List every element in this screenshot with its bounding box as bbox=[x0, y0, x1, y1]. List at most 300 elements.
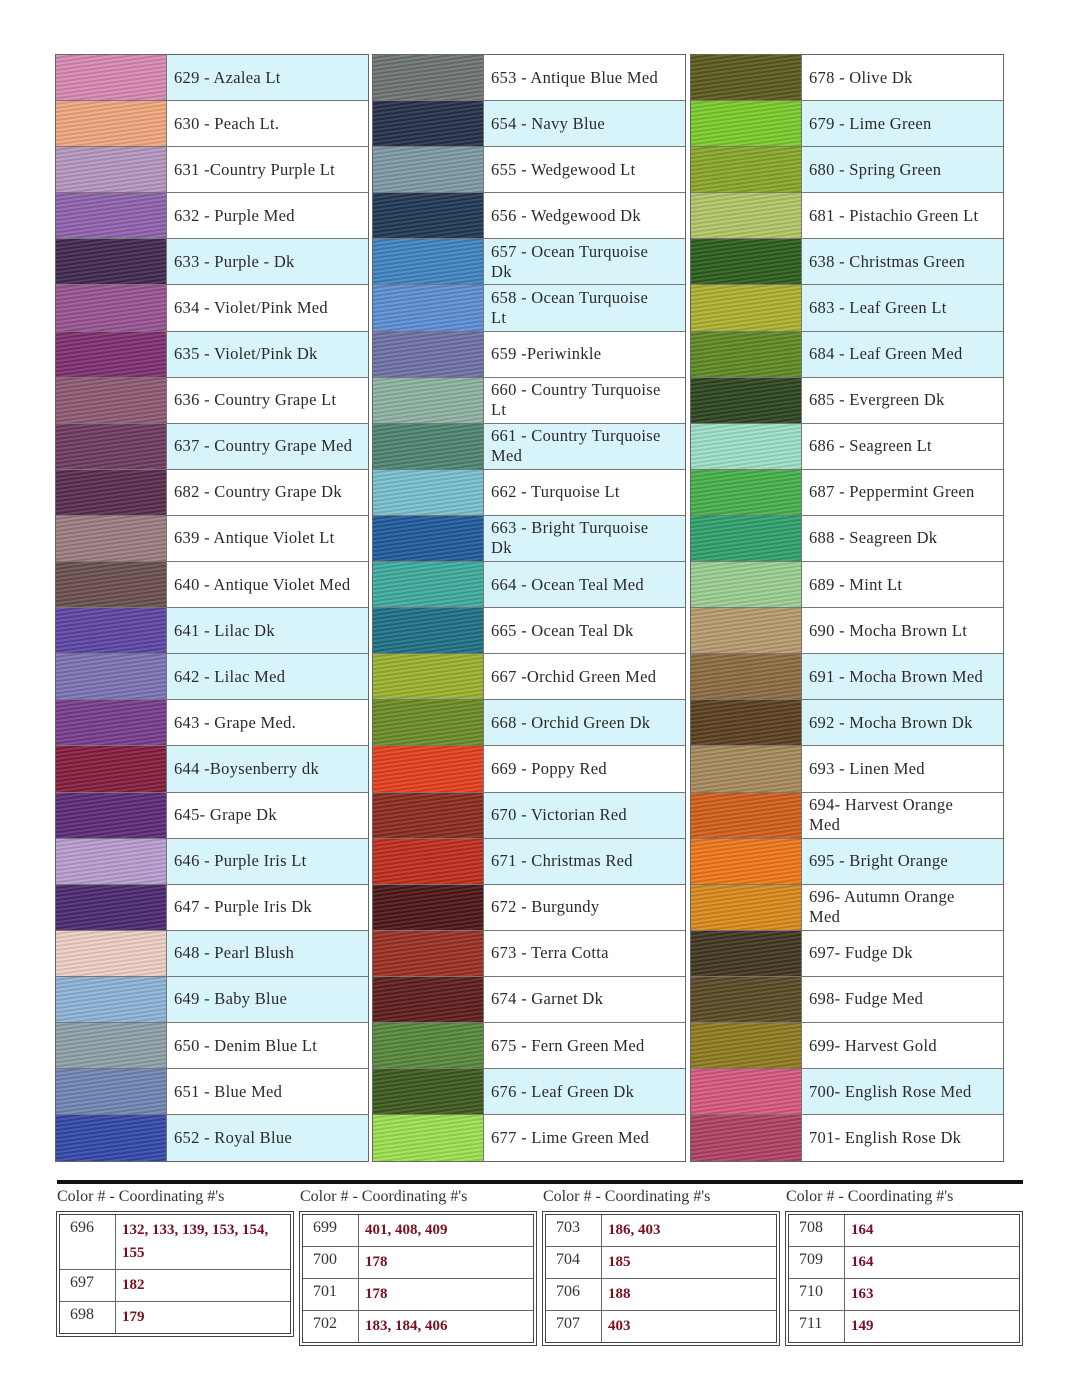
color-label-text: 680 - Spring Green bbox=[809, 159, 942, 179]
color-label-text: 700- English Rose Med bbox=[809, 1081, 972, 1101]
color-number: 703 bbox=[546, 1215, 602, 1246]
color-row bbox=[56, 654, 368, 700]
thread-swatch bbox=[56, 1023, 167, 1068]
thread-swatch bbox=[56, 931, 167, 976]
color-label-text: 678 - Olive Dk bbox=[809, 67, 913, 87]
coordinating-header: Color # - Coordinating #'s bbox=[57, 1188, 225, 1205]
color-label bbox=[484, 793, 685, 838]
coordinating-grid bbox=[302, 1214, 534, 1343]
thread-swatch bbox=[373, 608, 484, 653]
color-label-text: 664 - Ocean Teal Med bbox=[491, 574, 644, 594]
color-label-text: 670 - Victorian Red bbox=[491, 805, 627, 825]
color-label bbox=[802, 931, 1003, 976]
color-label bbox=[484, 654, 685, 699]
color-row bbox=[691, 332, 1003, 378]
color-row bbox=[56, 977, 368, 1023]
color-label-text: 686 - Seagreen Lt bbox=[809, 436, 932, 456]
color-label bbox=[167, 1023, 368, 1068]
color-row bbox=[373, 516, 685, 562]
color-label-text: 641 - Lilac Dk bbox=[174, 620, 275, 640]
color-label-text: 638 - Christmas Green bbox=[809, 251, 966, 271]
color-label bbox=[167, 608, 368, 653]
thread-swatch bbox=[691, 55, 802, 100]
thread-swatch bbox=[373, 516, 484, 561]
color-row bbox=[373, 101, 685, 147]
thread-swatch bbox=[56, 793, 167, 838]
color-row bbox=[691, 793, 1003, 839]
color-row bbox=[373, 193, 685, 239]
thread-swatch bbox=[691, 101, 802, 146]
color-row bbox=[56, 424, 368, 470]
thread-swatch bbox=[373, 1023, 484, 1068]
color-label bbox=[802, 285, 1003, 330]
color-label bbox=[484, 562, 685, 607]
color-row bbox=[56, 562, 368, 608]
color-row bbox=[373, 1023, 685, 1069]
coordinating-numbers: 163 bbox=[851, 1286, 874, 1302]
color-label-text: 679 - Lime Green bbox=[809, 113, 932, 133]
color-row bbox=[56, 239, 368, 285]
thread-swatch bbox=[373, 746, 484, 791]
table-row bbox=[789, 1247, 1019, 1279]
color-label bbox=[167, 239, 368, 284]
thread-swatch bbox=[56, 654, 167, 699]
color-row bbox=[373, 55, 685, 101]
color-label-text: 684 - Leaf Green Med bbox=[809, 344, 963, 364]
color-label-text: 669 - Poppy Red bbox=[491, 758, 607, 778]
color-label bbox=[802, 793, 1003, 838]
thread-swatch bbox=[691, 1023, 802, 1068]
color-row bbox=[691, 608, 1003, 654]
thread-swatch bbox=[56, 378, 167, 423]
thread-swatch bbox=[373, 977, 484, 1022]
color-label-text: 634 - Violet/Pink Med bbox=[174, 298, 328, 318]
color-label bbox=[802, 424, 1003, 469]
thread-swatch bbox=[373, 654, 484, 699]
color-label-text: 648 - Pearl Blush bbox=[174, 943, 295, 963]
coordinating-numbers: 188 bbox=[608, 1286, 631, 1302]
table-row bbox=[546, 1247, 776, 1279]
color-label bbox=[802, 977, 1003, 1022]
color-row bbox=[691, 239, 1003, 285]
color-row bbox=[691, 378, 1003, 424]
color-label bbox=[484, 424, 685, 469]
coordinating-numbers: 164 bbox=[851, 1222, 874, 1238]
table-row bbox=[546, 1215, 776, 1247]
coordinating-grid bbox=[545, 1214, 777, 1343]
coordinating-table-2 bbox=[300, 1188, 536, 1343]
thread-swatch bbox=[373, 378, 484, 423]
thread-swatch bbox=[373, 885, 484, 930]
color-label-text: 645- Grape Dk bbox=[174, 805, 277, 825]
color-label-text: 668 - Orchid Green Dk bbox=[491, 712, 651, 732]
color-label bbox=[802, 839, 1003, 884]
thread-swatch bbox=[56, 239, 167, 284]
color-label bbox=[802, 55, 1003, 100]
color-number: 711 bbox=[789, 1311, 845, 1342]
color-label bbox=[484, 885, 685, 930]
color-label bbox=[167, 977, 368, 1022]
color-label bbox=[484, 839, 685, 884]
thread-swatch bbox=[373, 793, 484, 838]
thread-swatch bbox=[56, 1069, 167, 1114]
color-row bbox=[56, 931, 368, 977]
color-row bbox=[56, 101, 368, 147]
color-label bbox=[167, 1115, 368, 1161]
color-label bbox=[802, 885, 1003, 930]
color-label bbox=[167, 931, 368, 976]
color-row bbox=[56, 793, 368, 839]
color-row bbox=[56, 470, 368, 516]
color-label bbox=[802, 746, 1003, 791]
table-row bbox=[546, 1311, 776, 1342]
color-label bbox=[484, 1069, 685, 1114]
table-row bbox=[60, 1215, 290, 1270]
color-label-text: 672 - Burgundy bbox=[491, 897, 600, 917]
color-label bbox=[802, 332, 1003, 377]
color-number: 709 bbox=[789, 1247, 845, 1278]
color-row bbox=[373, 746, 685, 792]
color-number: 701 bbox=[303, 1279, 359, 1310]
color-label-text: 692 - Mocha Brown Dk bbox=[809, 712, 973, 732]
thread-swatch bbox=[56, 1115, 167, 1161]
color-label bbox=[484, 332, 685, 377]
color-row bbox=[691, 101, 1003, 147]
color-row bbox=[691, 470, 1003, 516]
color-number: 704 bbox=[546, 1247, 602, 1278]
coordinating-numbers: 401, 408, 409 bbox=[365, 1222, 448, 1238]
color-label bbox=[484, 378, 685, 423]
color-label bbox=[484, 470, 685, 515]
color-row bbox=[691, 424, 1003, 470]
color-label-text: 665 - Ocean Teal Dk bbox=[491, 620, 634, 640]
thread-swatch bbox=[691, 977, 802, 1022]
coordinating-numbers: 178 bbox=[365, 1254, 388, 1270]
color-label bbox=[802, 608, 1003, 653]
thread-swatch bbox=[56, 700, 167, 745]
coordinating-numbers: 185 bbox=[608, 1254, 631, 1270]
coordinating-numbers: 179 bbox=[122, 1309, 145, 1325]
thread-swatch bbox=[56, 746, 167, 791]
color-row bbox=[373, 378, 685, 424]
thread-swatch bbox=[691, 424, 802, 469]
thread-swatch bbox=[691, 931, 802, 976]
color-label bbox=[802, 516, 1003, 561]
coordinating-grid bbox=[59, 1214, 291, 1334]
color-label-text: 640 - Antique Violet Med bbox=[174, 574, 351, 594]
color-row bbox=[373, 1115, 685, 1161]
color-label-text: 682 - Country Grape Dk bbox=[174, 482, 342, 502]
color-label-text: 675 - Fern Green Med bbox=[491, 1035, 645, 1055]
thread-swatch bbox=[56, 977, 167, 1022]
color-label-text: 677 - Lime Green Med bbox=[491, 1128, 650, 1148]
table-row bbox=[789, 1279, 1019, 1311]
table-row bbox=[303, 1311, 533, 1342]
color-label bbox=[484, 746, 685, 791]
color-label-text: 659 -Periwinkle bbox=[491, 344, 602, 364]
color-label bbox=[802, 239, 1003, 284]
color-number: 708 bbox=[789, 1215, 845, 1246]
coordinating-table-4 bbox=[786, 1188, 1022, 1343]
color-row bbox=[56, 1069, 368, 1115]
thread-swatch bbox=[56, 470, 167, 515]
color-label bbox=[484, 1115, 685, 1161]
color-label bbox=[484, 608, 685, 653]
color-label-text: 696- Autumn Orange Med bbox=[809, 887, 955, 927]
thread-swatch bbox=[373, 470, 484, 515]
color-label-text: 656 - Wedgewood Dk bbox=[491, 205, 641, 225]
color-label-text: 660 - Country Turquoise Lt bbox=[491, 380, 661, 420]
color-label bbox=[167, 562, 368, 607]
thread-swatch bbox=[691, 516, 802, 561]
color-row bbox=[56, 55, 368, 101]
coordinating-numbers: 182 bbox=[122, 1277, 145, 1293]
color-label bbox=[484, 101, 685, 146]
color-row bbox=[373, 608, 685, 654]
color-label-text: 683 - Leaf Green Lt bbox=[809, 298, 947, 318]
table-row bbox=[60, 1302, 290, 1333]
color-number: 699 bbox=[303, 1215, 359, 1246]
color-label-text: 697- Fudge Dk bbox=[809, 943, 913, 963]
color-label-text: 653 - Antique Blue Med bbox=[491, 67, 658, 87]
thread-swatch bbox=[691, 885, 802, 930]
color-row bbox=[56, 378, 368, 424]
color-label-text: 630 - Peach Lt. bbox=[174, 113, 280, 133]
color-label bbox=[484, 285, 685, 330]
color-label-text: 663 - Bright Turquoise Dk bbox=[491, 518, 649, 558]
color-label-text: 671 - Christmas Red bbox=[491, 851, 633, 871]
color-label-text: 636 - Country Grape Lt bbox=[174, 390, 337, 410]
color-row bbox=[56, 285, 368, 331]
color-label bbox=[167, 424, 368, 469]
thread-swatch bbox=[56, 285, 167, 330]
color-row bbox=[56, 516, 368, 562]
thread-swatch bbox=[373, 101, 484, 146]
color-row bbox=[373, 700, 685, 746]
thread-swatch bbox=[56, 608, 167, 653]
color-label-text: 637 - Country Grape Med bbox=[174, 436, 353, 456]
color-label-text: 633 - Purple - Dk bbox=[174, 251, 295, 271]
color-row bbox=[691, 885, 1003, 931]
color-label bbox=[167, 101, 368, 146]
color-row bbox=[56, 1115, 368, 1161]
thread-swatch bbox=[691, 332, 802, 377]
color-row bbox=[691, 147, 1003, 193]
thread-swatch bbox=[691, 470, 802, 515]
color-label-text: 667 -Orchid Green Med bbox=[491, 666, 657, 686]
table-row bbox=[789, 1311, 1019, 1342]
color-row bbox=[691, 193, 1003, 239]
color-row bbox=[56, 1023, 368, 1069]
color-label bbox=[167, 700, 368, 745]
color-label bbox=[484, 55, 685, 100]
section-divider bbox=[57, 1180, 1023, 1184]
thread-swatch bbox=[691, 1069, 802, 1114]
thread-swatch bbox=[56, 101, 167, 146]
coordinating-numbers: 178 bbox=[365, 1286, 388, 1302]
table-row bbox=[303, 1279, 533, 1311]
color-label bbox=[484, 977, 685, 1022]
color-label-text: 629 - Azalea Lt bbox=[174, 67, 281, 87]
color-row bbox=[691, 55, 1003, 101]
color-label-text: 650 - Denim Blue Lt bbox=[174, 1035, 318, 1055]
color-number: 710 bbox=[789, 1279, 845, 1310]
color-label bbox=[167, 193, 368, 238]
color-row bbox=[373, 147, 685, 193]
color-label bbox=[167, 147, 368, 192]
thread-swatch bbox=[691, 608, 802, 653]
color-label-text: 647 - Purple Iris Dk bbox=[174, 897, 312, 917]
color-label bbox=[484, 239, 685, 284]
coordinating-numbers: 164 bbox=[851, 1254, 874, 1270]
color-label-text: 701- English Rose Dk bbox=[809, 1128, 962, 1148]
color-row bbox=[56, 746, 368, 792]
color-label bbox=[802, 1069, 1003, 1114]
color-row bbox=[373, 654, 685, 700]
thread-swatch bbox=[373, 931, 484, 976]
color-row bbox=[373, 470, 685, 516]
table-row bbox=[303, 1247, 533, 1279]
color-row bbox=[56, 193, 368, 239]
color-label bbox=[802, 654, 1003, 699]
color-row bbox=[691, 977, 1003, 1023]
color-label bbox=[167, 55, 368, 100]
color-label bbox=[167, 839, 368, 884]
color-row bbox=[691, 1023, 1003, 1069]
color-row bbox=[691, 654, 1003, 700]
coordinating-grid bbox=[788, 1214, 1020, 1343]
color-label bbox=[802, 193, 1003, 238]
thread-swatch bbox=[56, 193, 167, 238]
color-label bbox=[802, 1115, 1003, 1161]
color-label bbox=[802, 470, 1003, 515]
color-label-text: 689 - Mint Lt bbox=[809, 574, 903, 594]
thread-swatch bbox=[691, 839, 802, 884]
color-label bbox=[167, 1069, 368, 1114]
color-row bbox=[373, 977, 685, 1023]
color-row bbox=[373, 332, 685, 378]
color-label-text: 649 - Baby Blue bbox=[174, 989, 288, 1009]
color-number: 696 bbox=[60, 1215, 116, 1269]
color-label-text: 673 - Terra Cotta bbox=[491, 943, 609, 963]
color-label bbox=[802, 700, 1003, 745]
color-label bbox=[167, 516, 368, 561]
thread-swatch bbox=[691, 793, 802, 838]
thread-swatch bbox=[373, 193, 484, 238]
color-row bbox=[56, 608, 368, 654]
coordinating-table-1 bbox=[57, 1188, 293, 1334]
color-label-text: 681 - Pistachio Green Lt bbox=[809, 205, 979, 225]
color-label-text: 674 - Garnet Dk bbox=[491, 989, 604, 1009]
color-label-text: 693 - Linen Med bbox=[809, 758, 925, 778]
thread-swatch bbox=[373, 147, 484, 192]
thread-swatch bbox=[373, 239, 484, 284]
coordinating-header: Color # - Coordinating #'s bbox=[543, 1188, 711, 1205]
thread-swatch bbox=[56, 424, 167, 469]
color-label bbox=[167, 332, 368, 377]
color-label bbox=[167, 793, 368, 838]
color-label-text: 639 - Antique Violet Lt bbox=[174, 528, 335, 548]
color-number: 697 bbox=[60, 1270, 116, 1301]
color-number: 700 bbox=[303, 1247, 359, 1278]
thread-swatch bbox=[56, 885, 167, 930]
color-row bbox=[373, 885, 685, 931]
coordinating-header: Color # - Coordinating #'s bbox=[300, 1188, 468, 1205]
color-column-2 bbox=[372, 54, 686, 1162]
color-label-text: 661 - Country Turquoise Med bbox=[491, 426, 661, 466]
thread-swatch bbox=[691, 654, 802, 699]
color-row bbox=[56, 700, 368, 746]
color-label bbox=[484, 700, 685, 745]
color-label-text: 643 - Grape Med. bbox=[174, 712, 297, 732]
thread-swatch bbox=[373, 332, 484, 377]
color-number: 698 bbox=[60, 1302, 116, 1333]
color-row bbox=[373, 239, 685, 285]
color-row bbox=[56, 839, 368, 885]
thread-swatch bbox=[373, 1115, 484, 1161]
color-row bbox=[691, 285, 1003, 331]
color-label bbox=[802, 147, 1003, 192]
thread-swatch bbox=[56, 55, 167, 100]
thread-swatch bbox=[373, 562, 484, 607]
color-label bbox=[167, 378, 368, 423]
color-label bbox=[484, 1023, 685, 1068]
coordinating-table-3 bbox=[543, 1188, 779, 1343]
color-label-text: 695 - Bright Orange bbox=[809, 851, 949, 871]
thread-swatch bbox=[56, 332, 167, 377]
coordinating-numbers: 186, 403 bbox=[608, 1222, 661, 1238]
color-label bbox=[484, 516, 685, 561]
color-row bbox=[56, 885, 368, 931]
color-label-text: 685 - Evergreen Dk bbox=[809, 390, 945, 410]
color-label bbox=[802, 101, 1003, 146]
color-row bbox=[691, 931, 1003, 977]
color-row bbox=[691, 516, 1003, 562]
thread-swatch bbox=[691, 193, 802, 238]
color-row bbox=[56, 147, 368, 193]
color-row bbox=[691, 1069, 1003, 1115]
color-row bbox=[56, 332, 368, 378]
thread-swatch bbox=[56, 839, 167, 884]
color-column-1 bbox=[55, 54, 369, 1162]
color-label-text: 688 - Seagreen Dk bbox=[809, 528, 938, 548]
coordinating-header: Color # - Coordinating #'s bbox=[786, 1188, 954, 1205]
thread-swatch bbox=[691, 746, 802, 791]
table-row bbox=[546, 1279, 776, 1311]
coordinating-numbers: 149 bbox=[851, 1318, 874, 1334]
color-label-text: 694- Harvest Orange Med bbox=[809, 795, 954, 835]
thread-swatch bbox=[373, 700, 484, 745]
thread-swatch bbox=[691, 1115, 802, 1161]
color-column-3 bbox=[690, 54, 1004, 1162]
thread-swatch bbox=[373, 1069, 484, 1114]
color-label bbox=[484, 193, 685, 238]
color-number: 706 bbox=[546, 1279, 602, 1310]
color-label-text: 652 - Royal Blue bbox=[174, 1128, 292, 1148]
color-label-text: 635 - Violet/Pink Dk bbox=[174, 344, 318, 364]
color-row bbox=[373, 1069, 685, 1115]
coordinating-numbers: 183, 184, 406 bbox=[365, 1318, 448, 1334]
thread-swatch bbox=[691, 239, 802, 284]
color-label bbox=[802, 378, 1003, 423]
color-label bbox=[484, 147, 685, 192]
color-label-text: 655 - Wedgewood Lt bbox=[491, 159, 636, 179]
color-label-text: 651 - Blue Med bbox=[174, 1081, 283, 1101]
color-row bbox=[373, 839, 685, 885]
color-number: 702 bbox=[303, 1311, 359, 1342]
color-label bbox=[167, 285, 368, 330]
color-label-text: 657 - Ocean Turquoise Dk bbox=[491, 241, 649, 281]
